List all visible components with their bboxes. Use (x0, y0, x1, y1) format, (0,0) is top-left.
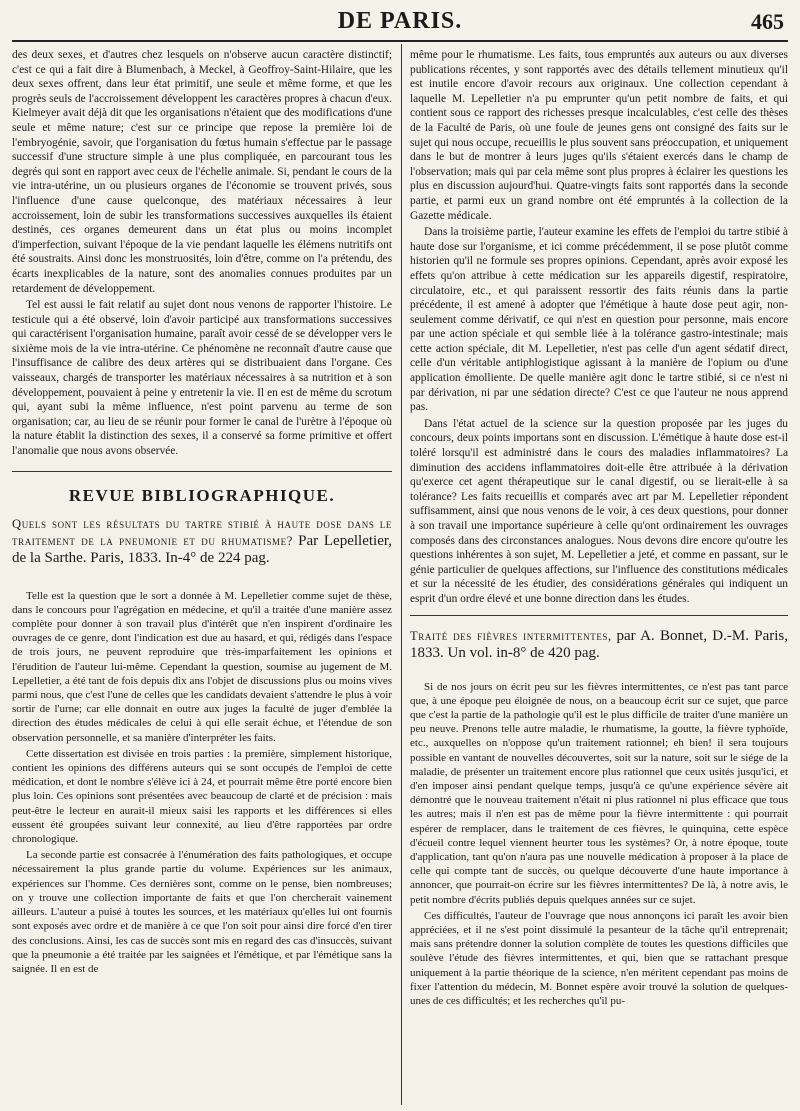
book-title-caps: Traité des fièvres intermittentes, (410, 628, 612, 643)
header-rule (12, 40, 788, 42)
section-divider (12, 471, 392, 472)
paragraph: Tel est aussi le fait relatif au sujet dont nous venons de rapporter l'histoire. Le testicule qui a été observé, loin d'avoir participé aux transformations successives qui caractérisent l'organisation humaine, paraît avoir cessé de se développer vers le sixième mois de la vie intra-utérine. Ce phénomène ne reconnaît d'autre cause que l'insuffisance de calibre des deux artères qui se distribuaient dans l'organe. Ces vaisseaux, chargés de transporter les matériaux nécessaires à sa nutrition et à son développement, pouvaient à peine y entretenir la vie. Il en est de même du scrotum qui, ayant subi la même influence, n'est point parvenu au terme de son organisation; car, au lieu de se réunir pour former le canal de l'urètre à l'époque où la nature établit la distinction des sexes, il a conservé sa forme primitive et offert l'anomalie que nous avons observée. (12, 299, 392, 458)
book-title-details: Par Lepelletier, de la Sarthe. Paris, 1833. In-4° de 224 pag. (12, 532, 392, 566)
section-title: REVUE BIBLIOGRAPHIQUE. (68, 485, 336, 505)
book-title-caps: Quels sont les résultats du tartre stibié à haute dose dans le traitement de la pneumonie et du rhumatisme? (12, 516, 392, 548)
running-title: DE PARIS. (337, 8, 463, 34)
paragraph: Si de nos jours on écrit peu sur les fièvres intermittentes, ce n'est pas tant parce que, à une époque peu éloignée de nous, on a beaucoup écrit sur ce sujet, que parce que c'est la partie de la pathologie qu'il est le plus difficile de traiter d'une manière un peu neuve. Prenons telle autre maladie, le rhumatisme, la goutte, la fièvre typhoïde, etc., auxquelles on n'oppose qu'un traitement rationnel; eh bien! il sera toujours possible en vantant de nouvelles découvertes, soit sur la nature, soit sur le siége de la maladie, de présenter un traitement encore plus rationnel que ceux usités jusqu'ici, et d'en imposer ainsi pendant quelque temps, jusqu'à ce qu'une expérience sévère ait démontré que le nouveau traitement n'était ni plus rationnel ni plus efficace que tous les autres; mais il n'en est pas de même pour la fièvre intermittente : qui pourrait espérer de remplacer, dans le traitement de ces fièvres, le quinquina, cette espèce d'écueil contre lequel viennent heurter tous les systèmes? Or, à notre époque, toute d'application, tant qu'on n'aura pas une nouvelle médication à proposer à la place de celle qui compte tant de succès, ou quelque découverte d'une haute importance à annoncer, que pourrait-on écrire sur les fièvres intermittentes? De là, à notre avis, le petit nombre d'écrits publiés depuis quelques années sur ce sujet. (410, 680, 788, 906)
book-title-details: par A. Bonnet, D.-M. Paris, 1833. Un vol. in-8° de 420 pag. (410, 627, 788, 661)
paragraph: Telle est la question que le sort a donnée à M. Lepelletier comme sujet de thèse, dans le concours pour l'agrégation en médecine, et qu'il a traitée d'une manière assez complète pour donner à son travail plus d'intérêt que n'en inspirent d'ordinaire les ouvrages de ce genre, dont l'indication est due au hasard, et qui, rédigés dans l'espace de trois jours, ne peuvent reproduire que très-imparfaitement les opinions et l'érudition de l'auteur lui-même. Cependant la question, soumise au jugement de M. Lepelletier, a été tant de fois depuis dix ans l'objet de discussions plus ou moins vives parmi nous, que c'est l'une de celles que les candidats devaient s'attendre le plus à voir sortir de l'urne; car elle donnait en outre aux juges la faculté de juger d'emblée la direction des études médicales de celui à qui elle serait échue, et l'étendue de son observation personnelle, et sa manière d'interpréter les faits. (12, 589, 392, 744)
section-divider (410, 615, 788, 616)
paragraph: même pour le rhumatisme. Les faits, tous empruntés aux auteurs ou aux diverses publications récentes, y sont rapportés avec des détails tellement minutieux qu'il est inutile encore d'avoir recours aux originaux. Une collection cependant à laquelle M. Lepelletier n'a pu emprunter qu'un petit nombre de faits, et qui contient sous ce rapport des richesses presque incalculables, c'est celle des thèses de la Faculté de Paris, où une foule de jeunes gens ont consigné des faits sur le sujet qui nous occupe, recueillis le plus souvent sans préoccupation, et uniquement dans le but de montrer à leurs juges qu'ils s'étaient exercés dans le champ de l'observation; mais qui par cela même sont plus propres à éclairer les questions les plus en discussion aujourd'hui. Quatre-vingts faits sont rapportés dans la seconde partie, et parmi eux un grand nombre ont été empruntés à la collection de la Gazette médicale. (410, 49, 788, 222)
right-column (410, 48, 788, 1107)
book-title (410, 628, 788, 662)
column-divider (401, 44, 402, 1105)
paragraph: Cette dissertation est divisée en trois parties : la première, simplement historique, contient les opinions des différens auteurs qui se sont occupés de l'emploi de cette médication, et dont le nombre s'élève ici à 24, et pourrait même être porté encore bien plus loin. Ces opinions sont présentées avec beaucoup de clarté et de précision : mais peut-être le lecteur en aurait-il mieux saisi les rapports et les différences si elles eussent été groupées suivant leur connexité, au lieu d'être rapportées par ordre chronologique. (12, 747, 392, 846)
paragraph: des deux sexes, et d'autres chez lesquels on n'observe aucun caractère distinctif; c'est ce qui a fait dire à Blumenbach, à Meckel, à Geoffroy-Saint-Hilaire, que les deux sexes offrent, dans leur état primitif, une seule et même forme, et que les progrès seuls de l'accroissement développent les caractères propres à chacun d'eux. Kielmeyer avait déjà dit que les organisations n'étaient que des modifications d'une seule et même nature; c'est sur ce principe que repose la première loi de l'embryogénie, savoir, que l'organisation du fœtus humain s'effectue par le passage successif d'une structure simple à une plus compliquée, en parcourant tous les degrés qui sont en rapport avec ceux de l'échelle animale. Si, pendant le cours de la vie intra-utérine, un ou plusieurs organes de l'économie se trouvent privés, sous l'influence d'une cause quelconque, des matériaux nécessaires à leur accroissement, loin de subir les transformations successives auxquelles ils étaient destinés, ces organes demeurent dans un état plus ou moins incomplet d'imperfection, suivant l'époque de la vie pendant laquelle les élémens nutritifs ont été soustraits. Ainsi donc les monstruosités, loin d'être, comme on l'a prétendu, des écarts inexplicables de la nature, sont des anomalies connues produites par un retardement de développement. (12, 49, 392, 295)
book-title (12, 516, 392, 567)
page-header (12, 8, 788, 38)
paragraph: Ces difficultés, l'auteur de l'ouvrage que nous annonçons ici paraît les avoir bien appréciées, et il ne s'est point dissimulé la pesanteur de la tâche qu'il entreprenait; mais sans prétendre donner la solution complète de toutes les questions difficiles que soulève l'étude des fièvres intermittentes, et qui, bien que se rattachant presque uniquement à la partie théorique de la science, n'en méritent cependant pas moins de fixer l'attention du médecin, M. Bonnet espère avoir trouvé la solution de quelques-unes de ces difficultés; et les recherches qu'il pu- (410, 909, 788, 1008)
paragraph: La seconde partie est consacrée à l'énumération des faits pathologiques, et occupe nécessairement la plus grande partie du volume. Expériences sur les animaux, expériences sur l'homme. Ces dernières sont, comme on le pense, bien nombreuses; on y trouve une collection importante de faits et que l'on chercherait vainement ailleurs. L'auteur a puisé à toutes les sources, et les matériaux qu'elles lui ont fournis sont exposés avec ordre et de manière à ce que l'on soit pour ainsi dire forcé d'en tirer des conclusions. Ainsi, les cas de succès sont mis en regard des cas d'insuccès, suivant que la pneumonie a été traitée par les saignées et l'émétique, et par l'émétique sans la saignée. Il en est de (12, 849, 392, 975)
left-column (12, 48, 392, 1107)
paragraph: Dans l'état actuel de la science sur la question proposée par les juges du concours, deux points importans sont en discussion. L'émétique à haute dose est-il toléré lorsqu'il est administré dans le cours des maladies inflammatoires? La diminution des accidens inflammatoires doit-elle être attribuée à la dérivation qu'exerce cet agent thérapeutique sur le canal digestif, ou se lierait-elle à sa tolérance? Les faits recueillis et comparés avec art par M. Lepelletier répondent suffisamment, ainsi que nous venons de le voir, à ces deux questions, pour donner à son travail une importance supérieure à celle qu'ont ordinairement les ouvrages composés dans des circonstances analogues. Nous devons dire encore qu'outre les questions inhérentes à son sujet, M. Lepelletier a jeté, et comme en passant, sur le génie particulier de quelques affections, sur l'influence des constitutions médicales et sur la nécessité de les étudier, des considérations générales qui indiquent un esprit d'un ordre élevé et une bonne direction dans les études. (410, 417, 788, 605)
page-number: 465 (751, 9, 784, 34)
paragraph: Dans la troisième partie, l'auteur examine les effets de l'emploi du tartre stibié à haute dose sur l'organisme, et ici comme précédemment, il se pose plutôt comme historien qu'il ne formule ses propres opinions. Cependant, après avoir exposé les effets qu'on attribue à cette médication sur les appareils digestif, respiratoire, circulatoire, etc., et qui paraissent ressortir des faits réunis dans la partie précédente, il est amené à adopter que l'émétique à haute dose peut agir, non-seulement comme dérivatif, ce qui n'est en question pour personne, mais encore par une action spéciale et qui semble liée à la tolérance gastro-intestinale; mais cette action spéciale, dit M. Lepelletier, n'est pas celle d'un agent sédatif direct, celle d'un véritable antiphlogistique agissant à la manière de l'opium ou d'une application émolliente. De quelle manière agit donc le tartre stibié, si ce n'est ni par dérivation, ni par une sédation directe? C'est ce que l'auteur ne nous apprend pas. (410, 226, 788, 414)
